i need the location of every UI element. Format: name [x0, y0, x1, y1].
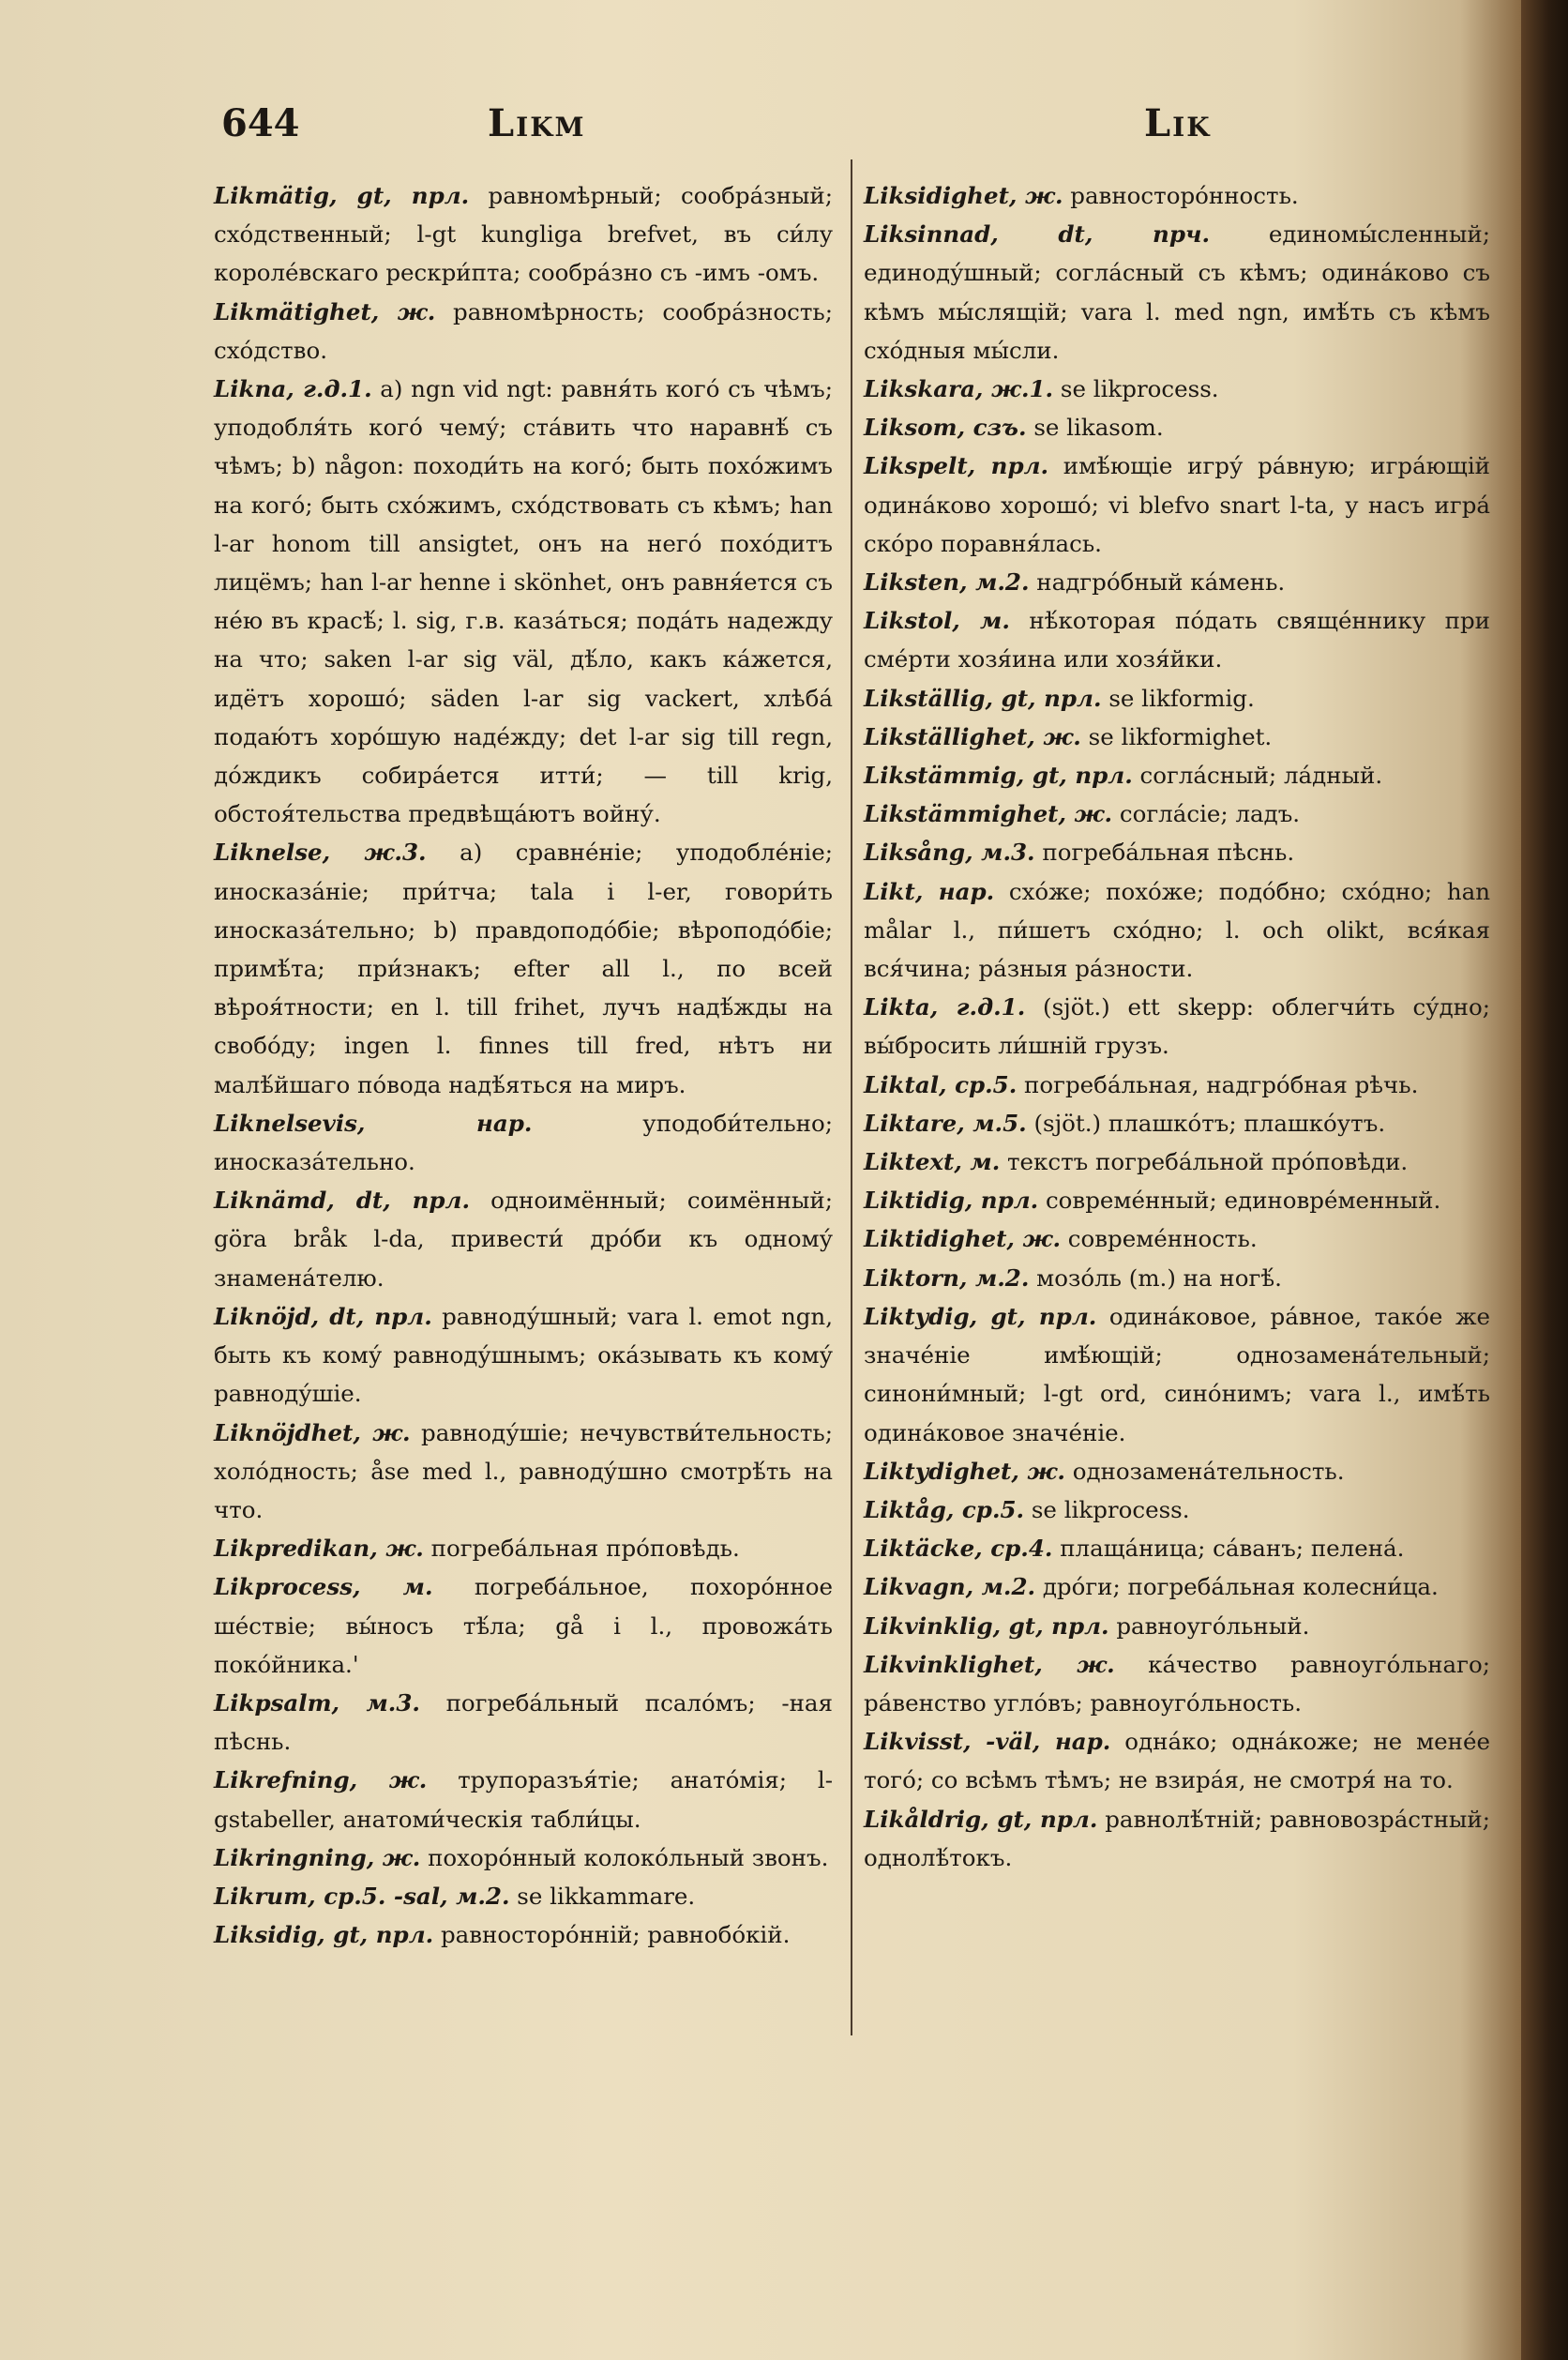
column-divider — [851, 159, 852, 2035]
dictionary-entry — [864, 1142, 1490, 1181]
entry-headword: Likt, нар. — [864, 877, 995, 905]
dictionary-entry — [864, 988, 1490, 1065]
entry-definition: однозамена́тельность. — [1064, 1457, 1345, 1485]
entry-headword: Liktext, м. — [864, 1148, 1001, 1176]
entry-definition: se likformig. — [1101, 684, 1255, 712]
entry-definition: равнолѣ́тній; равновозра́стный; однолѣ́токъ. — [864, 1805, 1490, 1871]
entry-definition: схо́же; похо́же; подо́бно; схо́дно; han målar l., пи́шетъ схо́дно; l. och olikt, вся́кая вся́чина; ра́зныя ра́зности. — [864, 877, 1490, 983]
entry-headword: Likvinklig, gt, прл. — [864, 1611, 1109, 1640]
entry-definition: текстъ погреба́льной про́повѣди. — [1000, 1148, 1409, 1176]
entry-definition: se likformighet. — [1080, 722, 1273, 750]
entry-headword: Likpsalm, м.3. — [214, 1688, 420, 1717]
dictionary-entry — [214, 1877, 833, 1915]
dictionary-entry — [864, 1490, 1490, 1529]
dictionary-entry — [864, 1607, 1490, 1645]
entry-definition: равноду́шіе; нечувстви́тельность; холо́дность; åse med l., равноду́шно смотрѣ́ть на что. — [214, 1418, 833, 1523]
entry-headword: Liknöjdhet, ж. — [214, 1418, 411, 1446]
entry-definition: трупоразъя́тіе; анато́мія; l-gstabeller, анатоми́ческія табли́цы. — [214, 1766, 833, 1833]
entry-definition: se likprocess. — [1053, 375, 1219, 403]
dictionary-entry — [214, 1567, 833, 1684]
entry-definition: уподоби́тельно; иносказа́тельно. — [214, 1109, 833, 1176]
entry-headword: Liknämd, dt, прл. — [214, 1187, 470, 1215]
dictionary-entry — [214, 370, 833, 833]
dictionary-entry — [864, 1104, 1490, 1142]
entry-definition: равноду́шный; vara l. emot ngn, быть къ кому́ равноду́шнымъ; ока́зывать къ кому́ равноду́шіе. — [214, 1302, 833, 1408]
entry-definition: se likkammare. — [509, 1882, 696, 1910]
dictionary-entry — [864, 1297, 1490, 1452]
entry-headword: Likställig, gt, прл. — [864, 684, 1102, 712]
entry-headword: Liktydighet, ж. — [864, 1457, 1065, 1485]
dictionary-entry — [864, 1722, 1490, 1799]
entry-definition: se likprocess. — [1024, 1495, 1190, 1523]
dictionary-entry — [864, 370, 1490, 408]
entry-headword: Liksinnad, dt, прч. — [864, 220, 1211, 249]
entry-headword: Liktal, ср.5. — [864, 1070, 1018, 1098]
entry-definition: равномѣрность; сообра́зность; схо́дство. — [214, 297, 833, 364]
entry-definition: погреба́льная, надгро́бная рѣчь. — [1017, 1070, 1419, 1098]
entry-headword: Liksång, м.3. — [864, 839, 1035, 867]
entry-definition: (sjöt.) ett skepp: облегчи́ть су́дно; вы́бросить ли́шній грузъ. — [864, 993, 1490, 1060]
dictionary-entry — [214, 1529, 833, 1567]
left-column — [214, 176, 833, 1954]
entry-definition: ка́чество равноуго́льнаго; ра́венство угло́въ; равноуго́льность. — [864, 1650, 1490, 1717]
dictionary-entry — [214, 1181, 833, 1297]
entry-definition: дро́ги; погреба́льная колесни́ца. — [1035, 1573, 1439, 1601]
entry-headword: Likspelt, прл. — [864, 452, 1049, 480]
dictionary-entry — [214, 1684, 833, 1761]
entry-headword: Likstol, м. — [864, 607, 1010, 635]
entry-headword: Likrum, ср.5. -sal, м.2. — [214, 1882, 510, 1910]
dictionary-entry — [864, 1800, 1490, 1877]
left-running-head: Likm — [488, 101, 586, 145]
dictionary-entry — [214, 1297, 833, 1414]
entry-definition: имѣ́ющіе игру́ ра́вную; игра́ющій одина́ково хорошо́; vi blefvo snart l-ta, у насъ игра́ ско́ро поравня́лась. — [864, 452, 1490, 557]
entry-definition: одина́ковое, ра́вное, тако́е же значе́ніе имѣ́ющій; однозамена́тельный; синони́мный; l-gt ord, сино́нимъ; vara l., имѣ́ть одина́ковое значе́ніе. — [864, 1302, 1490, 1446]
entry-definition: se likasom. — [1026, 414, 1164, 442]
entry-definition: нѣ́которая по́дать свяще́ннику при сме́рти хозя́ина или хозя́йки. — [864, 607, 1490, 673]
right-running-head: Lik — [1144, 101, 1212, 145]
entry-definition: согла́сіе; ладъ. — [1112, 800, 1301, 828]
entry-headword: Likställighet, ж. — [864, 722, 1081, 750]
entry-headword: Liktäcke, ср.4. — [864, 1535, 1053, 1563]
dictionary-entry — [864, 1219, 1490, 1258]
entry-headword: Liksten, м.2. — [864, 568, 1030, 597]
entry-headword: Liktidighet, ж. — [864, 1225, 1061, 1253]
entry-headword: Likvisst, -väl, нар. — [864, 1728, 1111, 1756]
entry-headword: Likpredikan, ж. — [214, 1535, 424, 1563]
entry-definition: погреба́льное, похоро́нное ше́ствіе; вы́носъ тѣ́ла; gå i l., провожа́ть поко́йника.' — [214, 1573, 833, 1678]
entry-definition: единомы́сленный; единоду́шный; согла́сный съ кѣмъ; одина́ково съ кѣмъ мы́слящій; vara l. med ngn, имѣ́ть съ кѣмъ схо́дныя мы́сли. — [864, 220, 1490, 364]
entry-headword: Liksidighet, ж. — [864, 182, 1063, 209]
dictionary-entry — [214, 833, 833, 1103]
entry-definition: a) ngn vid ngt: равня́ть кого́ съ чѣмъ; уподобля́ть кого́ чему́; ста́вить что наравнѣ́ съ чѣмъ; b) någon: походи́ть на кого́; быть похо́жимъ на кого́; быть схо́жимъ, схо́дствовать съ кѣмъ; han l-ar honom till ansigtet, онъ на него́ похо́дитъ лицёмъ; han l-ar henne i skönhet, онъ равня́ется съ не́ю въ красѣ́; l. sig, г.в. каза́ться; пода́ть надежду на что; saken l-ar sig väl, дѣ́ло, какъ ка́жется, идётъ хорошо́; säden l-ar sig vackert, хлѣба́ подаю́тъ хоро́шую наде́жду; det l-ar sig till regn, до́ждикъ собира́ется итти́; — till krig, обстоя́тельства предвѣща́ютъ войну́. — [214, 375, 833, 828]
dictionary-entry — [864, 446, 1490, 563]
dictionary-entry — [214, 1761, 833, 1838]
entry-definition: равноуго́льный. — [1108, 1611, 1310, 1640]
entry-definition: (sjöt.) плашко́тъ; плашко́утъ. — [1026, 1109, 1386, 1137]
entry-definition: похоро́нный колоко́льный звонъ. — [420, 1843, 829, 1871]
entry-headword: Liksidig, gt, прл. — [214, 1921, 434, 1949]
entry-definition: надгро́бный ка́мень. — [1029, 568, 1286, 597]
entry-headword: Likprocess, м. — [214, 1573, 433, 1601]
dictionary-entry — [864, 1452, 1490, 1490]
entry-headword: Likringning, ж. — [214, 1843, 421, 1871]
dictionary-entry — [214, 1414, 833, 1530]
book-spine — [1521, 0, 1568, 2360]
dictionary-entry — [864, 1645, 1490, 1722]
entry-headword: Likåldrig, gt, прл. — [864, 1805, 1098, 1833]
dictionary-entry — [864, 1066, 1490, 1104]
dictionary-entry — [864, 601, 1490, 678]
dictionary-entry — [214, 1838, 833, 1877]
entry-headword: Likta, г.д.1. — [864, 993, 1026, 1021]
dictionary-entry — [864, 833, 1490, 871]
entry-headword: Likna, г.д.1. — [214, 375, 372, 403]
entry-definition: равномѣрный; сообра́зный; схо́дственный; l-gt kungliga brefvet, въ си́лу короле́вскаго рескри́пта; сообра́зно съ -имъ -омъ. — [214, 182, 833, 287]
entry-headword: Liktorn, м.2. — [864, 1263, 1030, 1292]
entry-headword: Liktydig, gt, прл. — [864, 1302, 1097, 1330]
dictionary-entry — [864, 1529, 1490, 1567]
page-header — [0, 94, 1521, 150]
dictionary-entry — [864, 718, 1490, 756]
dictionary-entry — [214, 1104, 833, 1181]
entry-definition: равносторо́нній; равнобо́кій. — [433, 1921, 791, 1949]
entry-headword: Likstämmig, gt, прл. — [864, 762, 1133, 790]
dictionary-entry — [864, 872, 1490, 989]
entry-headword: Likvagn, м.2. — [864, 1573, 1036, 1601]
page-number: 644 — [221, 101, 300, 145]
entry-definition: одноимённый; соимённый; göra bråk l-da, привести́ дро́би къ одному́ знамена́телю. — [214, 1187, 833, 1292]
entry-definition: плаща́ница; са́ванъ; пелена́. — [1052, 1535, 1405, 1563]
dictionary-entry — [864, 563, 1490, 601]
entry-definition: совреме́нный; единовре́менный. — [1038, 1187, 1441, 1215]
entry-headword: Likvinklighet, ж. — [864, 1650, 1115, 1678]
entry-definition: мозо́ль (m.) на ногѣ́. — [1029, 1263, 1282, 1292]
dictionary-entry — [864, 794, 1490, 833]
entry-headword: Liktare, м.5. — [864, 1109, 1027, 1137]
dictionary-entry — [864, 408, 1490, 446]
entry-headword: Likskara, ж.1. — [864, 375, 1054, 403]
right-column — [864, 176, 1490, 1877]
entry-definition: погреба́льная про́повѣдь. — [423, 1535, 740, 1563]
dictionary-entry — [864, 1259, 1490, 1297]
dictionary-entry — [864, 756, 1490, 794]
dictionary-entry — [214, 176, 833, 293]
entry-definition: погреба́льный псало́мъ; -ная пѣснь. — [214, 1688, 833, 1756]
entry-headword: Liknelsevis, нар. — [214, 1109, 533, 1137]
entry-definition: равносторо́нность. — [1063, 182, 1299, 209]
dictionary-entry — [864, 176, 1490, 215]
dictionary-entry — [864, 1181, 1490, 1219]
entry-definition: совреме́нность. — [1061, 1225, 1258, 1253]
dictionary-entry — [864, 679, 1490, 718]
entry-headword: Likstämmighet, ж. — [864, 800, 1113, 828]
entry-definition: одна́ко; одна́коже; не мене́е того́; со всѣмъ тѣмъ; не взира́я, не смотря́ на то. — [864, 1728, 1490, 1794]
entry-headword: Liksom, сзъ. — [864, 414, 1027, 442]
dictionary-entry — [214, 293, 833, 370]
entry-headword: Likrefning, ж. — [214, 1766, 428, 1794]
entry-definition: согла́сный; ла́дный. — [1132, 762, 1383, 790]
entry-headword: Liktåg, ср.5. — [864, 1495, 1025, 1523]
entry-headword: Liknelse, ж.3. — [214, 839, 427, 867]
entry-headword: Liknöjd, dt, прл. — [214, 1302, 432, 1330]
dictionary-entry — [214, 1915, 833, 1954]
entry-headword: Likmätig, gt, прл. — [214, 182, 470, 209]
dictionary-entry — [864, 215, 1490, 370]
dictionary-entry — [864, 1567, 1490, 1606]
entry-definition: a) сравне́ніе; уподобле́ніе; иносказа́ніе; при́тча; tala i l-er, говори́ть иносказа́тельно; b) правдоподо́біе; вѣроподо́біе; примѣ́та; при́знакъ; efter all l., по всей вѣроя́тности; en l. till frihet, лучъ надѣ́жды на свобо́ду; ingen l. finnes till fred, нѣтъ ни малѣ́йшаго по́вода надѣ́яться на миръ. — [214, 839, 833, 1098]
entry-headword: Likmätighet, ж. — [214, 297, 436, 325]
entry-definition: погреба́льная пѣснь. — [1034, 839, 1295, 867]
entry-headword: Liktidig, прл. — [864, 1187, 1039, 1215]
